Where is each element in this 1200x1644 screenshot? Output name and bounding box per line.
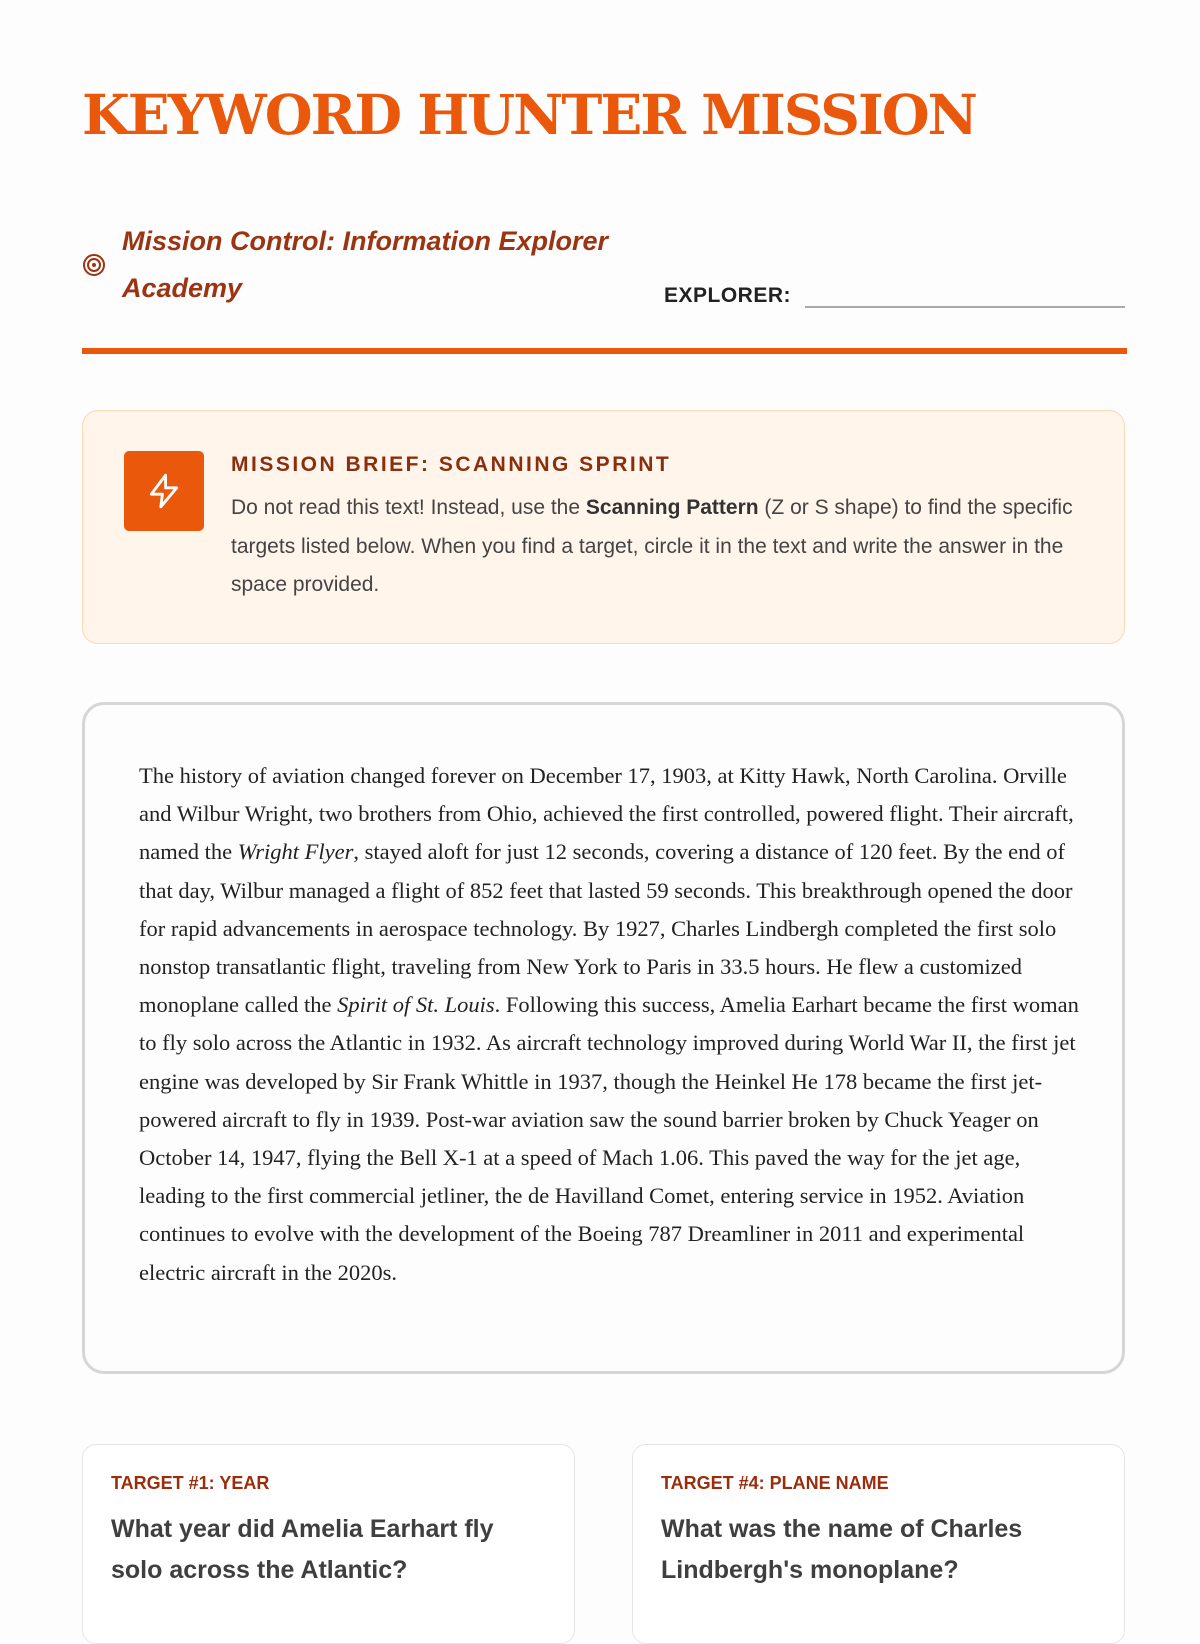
page-title: KEYWORD HUNTER MISSION	[82, 82, 976, 147]
reading-passage	[82, 702, 1125, 1374]
mission-brief	[82, 410, 1125, 644]
brief-body	[231, 489, 1091, 605]
target-card	[82, 1444, 575, 1644]
brief-text: (Z or S shape) to find the specific targets listed below. When you find a target, circle it in the text and write the answer in the space provided.	[231, 496, 1073, 596]
lightning-bolt-icon	[124, 451, 204, 531]
target-label: TARGET #4: PLANE NAME	[661, 1473, 889, 1493]
target-label: TARGET #1: YEAR	[111, 1473, 270, 1493]
passage-italic: Wright Flyer	[237, 839, 354, 865]
subtitle-row	[82, 218, 682, 312]
passage-segment: . Following this success, Amelia Earhart became the first woman to fly solo across the Atlantic in 1932. As aircraft technology improved during World War II, the first jet engine was developed by Sir Frank Whittle in 1937, though the Heinkel He 178 became the first jet-powered aircraft to fly in 1939. Post-war aviation saw the sound barrier broken by Chuck Yeager on October 14, 1947, flying the Bell X-1 at a speed of Mach 1.06. This paved the way for the jet age, leading to the first commercial jetliner, the de Havilland Comet, entering service in 1952. Aviation continues to evolve with the development of the Boeing 787 Dreamliner in 2011 and experimental electric aircraft in the 2020s.	[139, 992, 1079, 1285]
brief-bold-text: Scanning Pattern	[585, 496, 759, 519]
target-card	[632, 1444, 1125, 1644]
target-question: What was the name of Charles Lindbergh's monoplane?	[661, 1515, 1023, 1584]
explorer-field	[664, 270, 1125, 308]
passage-segment: , stayed aloft for just 12 seconds, covering a distance of 120 feet. By the end of that day, Wilbur managed a flight of 852 feet that lasted 59 seconds. This breakthrough opened the door for rapid advancements in aerospace technology. By 1927, Charles Lindbergh completed the first solo nonstop transatlantic flight, traveling from New York to Paris in 33.5 hours. He flew a customized monoplane called the	[139, 839, 1073, 1018]
passage-segment: The history of aviation changed forever on December 17, 1903, at Kitty Hawk, North Carolina. Orville and Wilbur Wright, two brothers from Ohio, achieved the first controlled, powered flight. Their aircraft, named the	[139, 763, 1074, 865]
brief-text: Do not read this text! Instead, use the	[231, 496, 586, 519]
explorer-name-input[interactable]	[805, 270, 1125, 308]
explorer-label: EXPLORER:	[664, 284, 792, 307]
passage-italic: Spirit of St. Louis	[337, 992, 495, 1018]
subtitle: Mission Control: Information Explorer Academy	[122, 226, 609, 303]
brief-title: MISSION BRIEF: SCANNING SPRINT	[231, 453, 672, 476]
passage-text	[139, 757, 1079, 1292]
target-question: What year did Amelia Earhart fly solo across the Atlantic?	[111, 1515, 494, 1584]
header-divider	[82, 348, 1127, 354]
target-icon	[82, 253, 106, 277]
